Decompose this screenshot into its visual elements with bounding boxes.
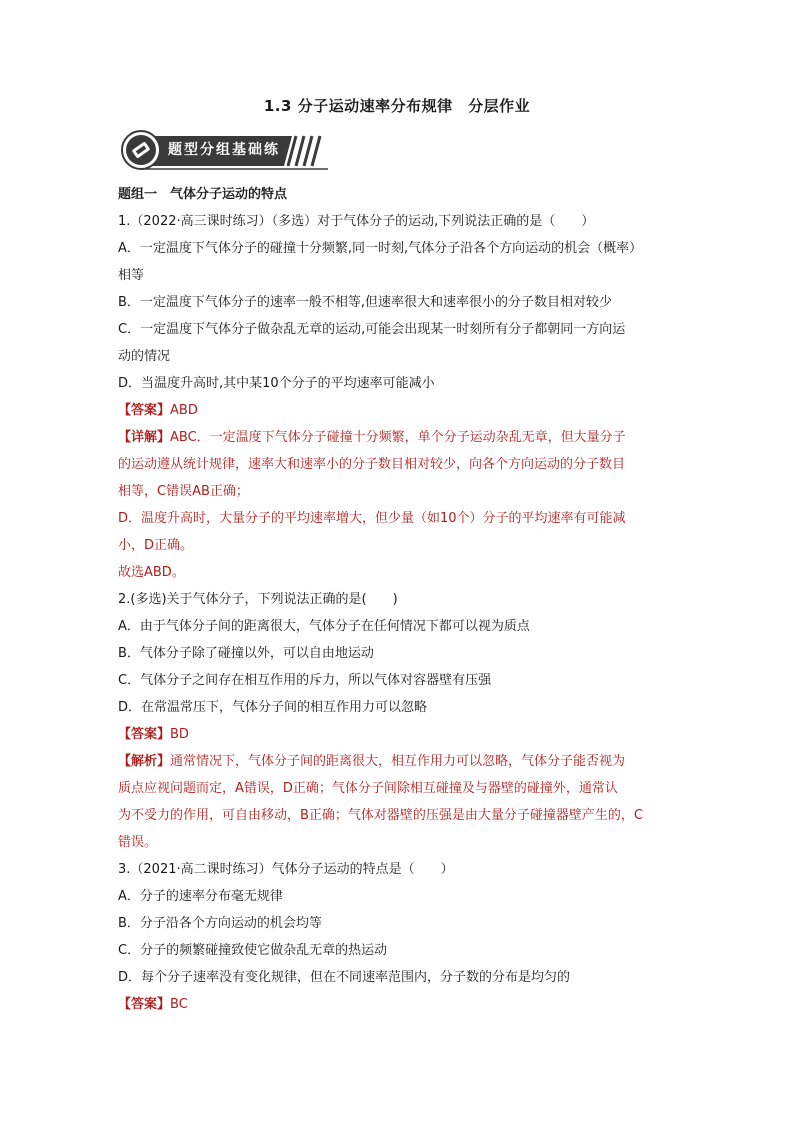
question-1-detail-6: 故选ABD。 — [118, 565, 185, 580]
question-2-analysis-4: 错误。 — [118, 835, 158, 850]
question-1-detail-1 — [118, 424, 678, 451]
analysis-tag: 【解析】 — [118, 754, 171, 769]
question-2-analysis-2: 质点应视问题而定，A错误，D正确；气体分子间除相互碰撞及与器壁的碰撞外，通常认 — [118, 781, 618, 796]
question-2-option-a: A．由于气体分子间的距离很大，气体分子在任何情况下都可以视为质点 — [118, 619, 530, 634]
question-1-detail-2: 的运动遵从统计规律，速率大和速率小的分子数目相对较少，向各个方向运动的分子数目 — [118, 457, 626, 472]
question-1-option-a-cont: 相等 — [118, 268, 145, 283]
question-2-option-d: D．在常温常压下，气体分子间的相互作用力可以忽略 — [118, 700, 428, 715]
question-1-option-a: A．一定温度下气体分子的碰撞十分频繁,同一时刻,气体分子沿各个方向运动的机会（概率） — [118, 241, 643, 256]
question-1-option-b: B．一定温度下气体分子的速率一般不相等,但速率很大和速率很小的分子数目相对较少 — [118, 295, 613, 310]
question-1-detail-5: 小，D正确。 — [118, 538, 194, 553]
question-1-detail-4: D．温度升高时，大量分子的平均速率增大，但少量（如10个）分子的平均速率有可能减 — [118, 511, 626, 526]
banner-label: 题型分组基础练 — [168, 142, 280, 158]
detail-text: ABC．一定温度下气体分子碰撞十分频繁，单个分子运动杂乱无章，但大量分子 — [170, 430, 626, 445]
question-3-option-a: A．分子的速率分布毫无规律 — [118, 889, 283, 904]
page-title: 1.3 分子运动速率分布规律 分层作业 — [263, 97, 531, 115]
detail-tag: 【详解】 — [118, 430, 171, 445]
question-2-option-b: B．气体分子除了碰撞以外，可以自由地运动 — [118, 646, 374, 661]
question-2-analysis-1 — [118, 748, 678, 775]
answer-tag: 【答案】 — [118, 997, 171, 1012]
analysis-text: 通常情况下，气体分子间的距离很大，相互作用力可以忽略，气体分子能否视为 — [170, 754, 626, 769]
answer-value: ABD — [170, 403, 198, 418]
answer-tag: 【答案】 — [118, 727, 171, 742]
question-1-answer — [118, 397, 678, 424]
section-heading: 题组一 气体分子运动的特点 — [118, 187, 288, 202]
question-2-stem: 2.(多选)关于气体分子，下列说法正确的是( ) — [118, 592, 398, 607]
question-1-option-c: C．一定温度下气体分子做杂乱无章的运动,可能会出现某一时刻所有分子都朝同一方向运 — [118, 322, 626, 337]
question-1-option-d: D．当温度升高时,其中某10个分子的平均速率可能减小 — [118, 376, 435, 391]
question-1-option-c-cont: 动的情况 — [118, 349, 171, 364]
question-1-stem: 1.（2022·高三课时练习）（多选）对于气体分子的运动,下列说法正确的是（ ） — [118, 214, 595, 229]
question-2-analysis-3: 为不受力的作用，可自由移动，B正确；气体对器壁的压强是由大量分子碰撞器壁产生的，C — [118, 808, 643, 823]
question-3-answer — [118, 991, 678, 1018]
answer-value: BD — [170, 727, 189, 742]
answer-tag: 【答案】 — [118, 403, 171, 418]
question-2-option-c: C．气体分子之间存在相互作用的斥力，所以气体对容器壁有压强 — [118, 673, 492, 688]
document-content — [118, 181, 678, 1018]
question-3-option-b: B．分子沿各个方向运动的机会均等 — [118, 916, 322, 931]
question-3-stem: 3.（2021·高二课时练习）气体分子运动的特点是（ ） — [118, 862, 454, 877]
question-2-answer — [118, 721, 678, 748]
answer-value: BC — [170, 997, 188, 1012]
question-3-option-d: D．每个分子速率没有变化规律，但在不同速率范围内，分子数的分布是均匀的 — [118, 970, 571, 985]
question-3-option-c: C．分子的频繁碰撞致使它做杂乱无章的热运动 — [118, 943, 388, 958]
question-1-detail-3: 相等，C错误AB正确； — [118, 484, 249, 499]
section-banner — [120, 128, 332, 172]
